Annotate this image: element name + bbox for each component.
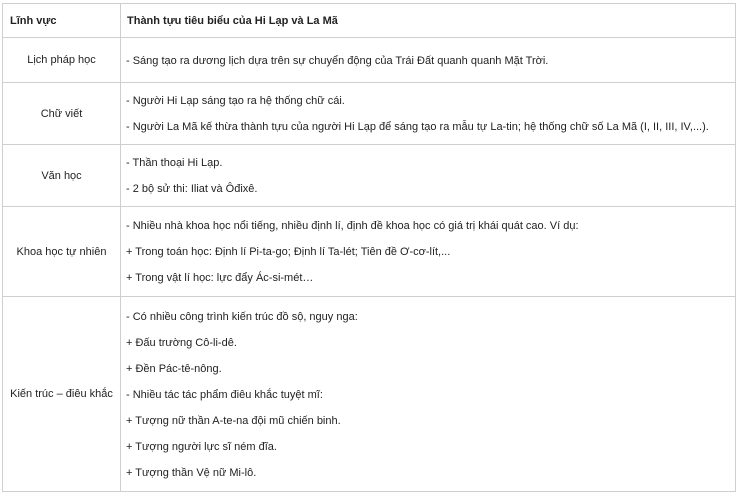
achievement-line: + Tượng nữ thần A-te-na đội mũ chiến binh. xyxy=(126,414,341,427)
achievement-cell xyxy=(121,207,736,297)
achievement-cell xyxy=(121,297,736,492)
achievement-cell xyxy=(121,38,736,83)
header-field: Lĩnh vực xyxy=(3,4,121,38)
field-cell: Chữ viết xyxy=(3,83,121,145)
achievement-line: - Nhiều nhà khoa học nổi tiếng, nhiều định lí, định đề khoa học có giá trị khái quát cao. Ví dụ: xyxy=(126,220,579,232)
field-cell: Khoa học tự nhiên xyxy=(3,207,121,297)
field-cell: Văn học xyxy=(3,145,121,207)
achievement-line: - Người Hi Lạp sáng tạo ra hệ thống chữ cái. xyxy=(126,95,345,107)
achievement-cell xyxy=(121,145,736,207)
header-row xyxy=(3,4,736,38)
achievement-line: - Có nhiều công trình kiến trúc đồ sộ, nguy nga: xyxy=(126,310,358,323)
achievement-line: + Tượng thần Vệ nữ Mi-lô. xyxy=(126,466,257,479)
table-row xyxy=(3,207,736,297)
table-row xyxy=(3,38,736,83)
table-row xyxy=(3,83,736,145)
achievement-line: + Trong toán học: Định lí Pi-ta-go; Định lí Ta-lét; Tiên đề Ơ-cơ-lít,... xyxy=(126,246,451,258)
header-achievements: Thành tựu tiêu biểu của Hi Lạp và La Mã xyxy=(121,4,736,38)
achievement-line: - Sáng tạo ra dương lịch dựa trên sự chuyển động của Trái Đất quanh quanh Mặt Trời. xyxy=(126,54,549,67)
table-row xyxy=(3,297,736,492)
achievement-line: - 2 bộ sử thi: Iliat và Ôđixê. xyxy=(126,183,258,195)
achievement-line: - Nhiều tác tác phẩm điêu khắc tuyệt mĩ: xyxy=(126,388,323,401)
achievement-line: - Thần thoại Hi Lạp. xyxy=(126,157,223,169)
achievement-cell xyxy=(121,83,736,145)
achievement-line: - Người La Mã kế thừa thành tựu của người Hi Lạp để sáng tạo ra mẫu tự La-tin; hệ thống chữ số La Mã (I, II, III, IV,...). xyxy=(126,121,709,133)
achievements-table xyxy=(2,3,736,492)
achievement-line: + Đấu trường Cô-li-dê. xyxy=(126,336,237,349)
table-row xyxy=(3,145,736,207)
field-cell: Lịch pháp học xyxy=(3,38,121,83)
achievement-line: + Đền Pác-tê-nông. xyxy=(126,362,222,375)
field-cell: Kiến trúc – điêu khắc xyxy=(3,297,121,492)
achievement-line: + Tượng người lực sĩ ném đĩa. xyxy=(126,440,277,453)
achievement-line: + Trong vật lí học: lực đẩy Ác-si-mét… xyxy=(126,272,314,284)
